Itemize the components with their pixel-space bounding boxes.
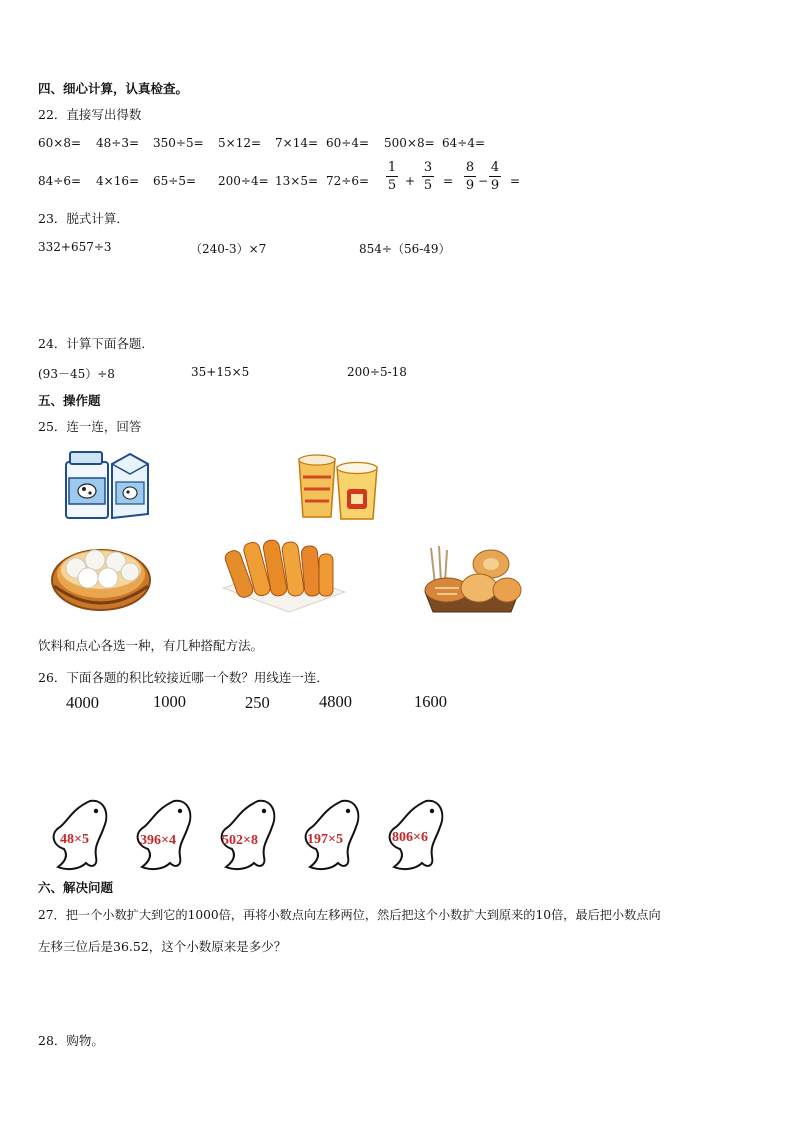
fried-dough-sticks-picture: [219, 532, 347, 614]
milk-cartons-picture: [60, 448, 152, 522]
fraction-denominator: 9: [465, 178, 475, 193]
q24-item: 35+15×5: [191, 365, 250, 379]
q22-row2-item: 13×5=: [275, 174, 319, 188]
fraction-bar: [464, 176, 476, 177]
q28-text: 28．购物。: [38, 1033, 104, 1048]
target-number: 250: [245, 693, 270, 712]
section-5-heading: 五、操作题: [38, 393, 101, 408]
q22-row1-item: 500×8=: [384, 136, 435, 150]
q24-item: 200÷5-18: [347, 365, 407, 379]
q24-title: 24．计算下面各题．: [38, 336, 154, 351]
fish-expression: 48×5: [60, 832, 89, 847]
equals-sign: =: [510, 174, 521, 188]
fraction-bar: [489, 176, 501, 177]
q23-item: 332+657÷3: [38, 240, 112, 254]
bread-basket-picture: [421, 544, 523, 614]
fraction-denominator: 9: [490, 178, 500, 193]
q22-row2-item: 65÷5=: [153, 174, 197, 188]
section-6-heading: 六、解决问题: [38, 880, 114, 895]
q22-row1-item: 7×14=: [275, 136, 319, 150]
fraction-numerator: 3: [423, 160, 433, 175]
q22-row2-item: 4×16=: [96, 174, 140, 188]
q23-item: 854÷（56-49）: [359, 242, 451, 256]
fraction-bar: [386, 176, 398, 177]
fraction-1-5: [385, 160, 399, 193]
minus-sign: −: [478, 174, 489, 188]
fraction-bar: [422, 176, 434, 177]
q22-row1-item: 48÷3=: [96, 136, 140, 150]
fraction-denominator: 5: [387, 178, 397, 193]
fish-expression: 197×5: [307, 832, 343, 847]
fraction-4-9: [488, 160, 502, 193]
steamed-buns-picture: [50, 534, 152, 614]
q23-item: （240-3）×7: [190, 242, 267, 256]
plus-sign: +: [405, 174, 416, 188]
fraction-8-9: [463, 160, 477, 193]
q22-row1-item: 350÷5=: [153, 136, 204, 150]
q22-title: 22．直接写出得数: [38, 107, 142, 122]
fraction-denominator: 5: [423, 178, 433, 193]
q27-text-line1: 27．把一个小数扩大到它的1000倍，再将小数点向左移两位，然后把这个小数扩大到原来的10倍，最后把小数点向: [38, 908, 661, 922]
q22-row1-item: 5×12=: [218, 136, 262, 150]
q22-row1-item: 60÷4=: [326, 136, 370, 150]
q27-text-line2: 左移三位后是36.52，这个小数原来是多少？: [38, 939, 287, 954]
fraction-numerator: 4: [490, 160, 500, 175]
fraction-numerator: 8: [465, 160, 475, 175]
soy-milk-cups-picture: [293, 449, 383, 523]
q22-row2-item: 84÷6=: [38, 174, 82, 188]
q23-title: 23．脱式计算．: [38, 211, 129, 226]
q22-row1-item: 64÷4=: [442, 136, 486, 150]
fish-expression: 502×8: [222, 833, 258, 848]
q22-row2-item: 200÷4=: [218, 174, 269, 188]
q22-row2-item: 72÷6=: [326, 174, 370, 188]
q24-item: (93－45）÷8: [38, 367, 115, 381]
target-number: 1000: [153, 692, 186, 711]
q25-question: 饮料和点心各选一种，有几种搭配方法。: [38, 638, 264, 653]
q26-title: 26．下面各题的积比较接近哪一个数？用线连一连．: [38, 670, 329, 685]
q25-title: 25．连一连，回答: [38, 419, 142, 434]
fish-expression: 396×4: [140, 833, 176, 848]
fraction-numerator: 1: [387, 160, 397, 175]
section-4-heading: 四、细心计算，认真检查。: [38, 81, 189, 96]
fish-expression: 806×6: [392, 830, 428, 845]
target-number: 4800: [319, 692, 352, 711]
target-number: 4000: [66, 693, 99, 712]
fraction-3-5: [421, 160, 435, 193]
target-number: 1600: [414, 692, 447, 711]
q22-row1-item: 60×8=: [38, 136, 82, 150]
equals-sign: =: [443, 174, 454, 188]
